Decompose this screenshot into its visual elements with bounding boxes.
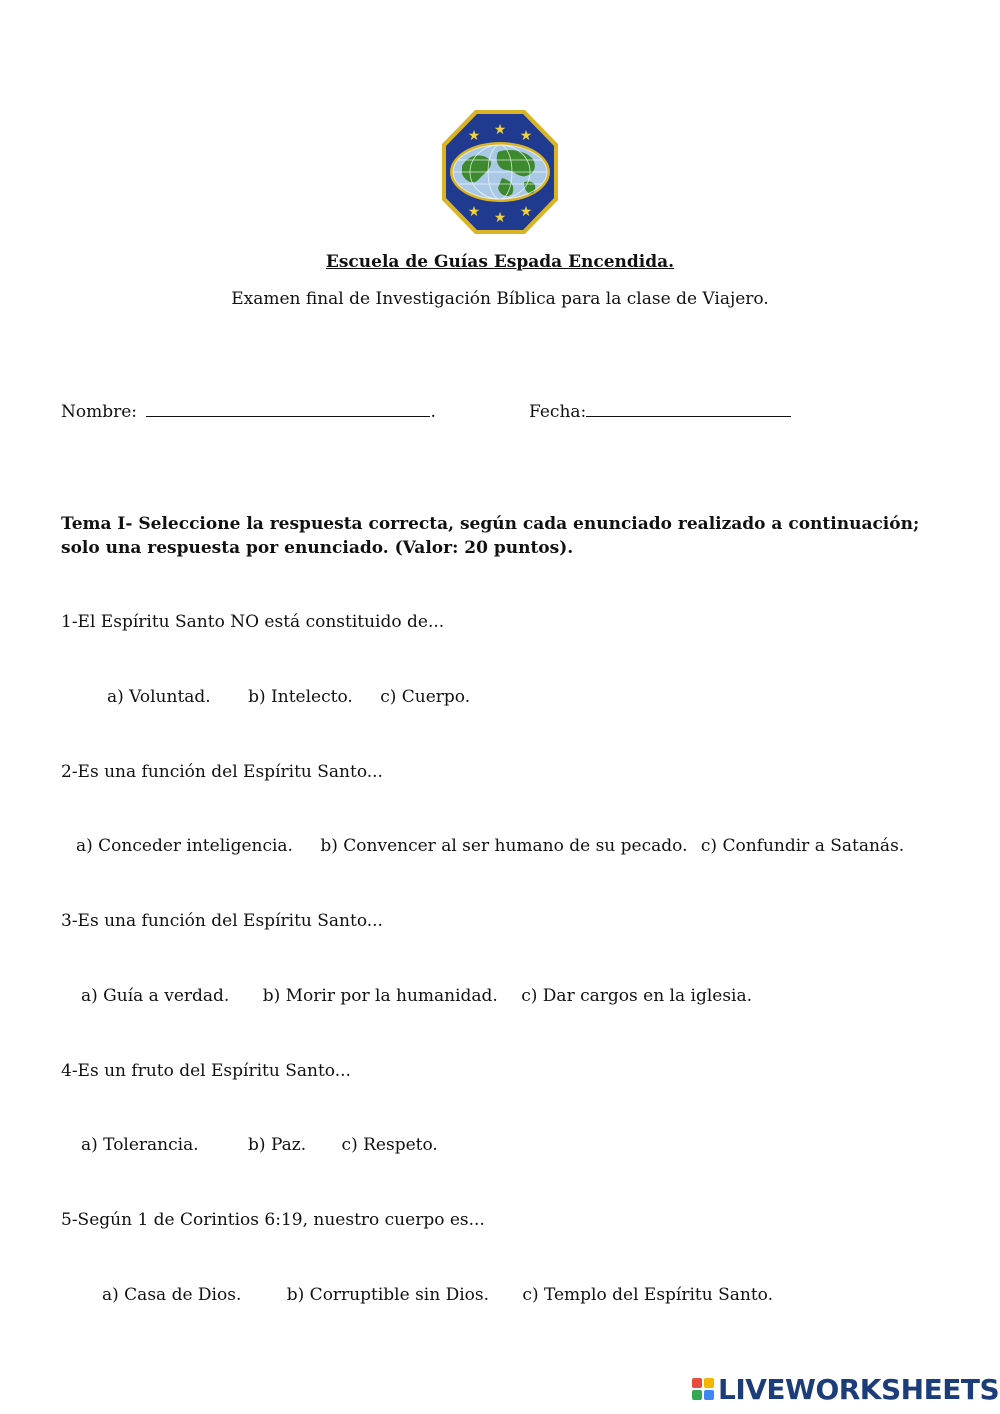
question-4-options bbox=[81, 1135, 438, 1155]
question-2-options bbox=[76, 836, 904, 856]
option-a[interactable]: a) Casa de Dios. bbox=[102, 1285, 242, 1305]
name-end-period: . bbox=[430, 402, 436, 422]
option-a[interactable]: a) Conceder inteligencia. bbox=[76, 836, 293, 856]
option-c[interactable]: c) Templo del Espíritu Santo. bbox=[522, 1285, 774, 1305]
question-1: 1-El Espíritu Santo NO está constituido de... bbox=[61, 612, 445, 632]
date-field bbox=[529, 402, 791, 422]
star-icon: ★ bbox=[467, 128, 481, 144]
brand-text: LIVEWORKSHEETS bbox=[718, 1372, 1000, 1406]
name-field bbox=[61, 402, 436, 422]
name-input-line[interactable] bbox=[146, 403, 430, 417]
option-a[interactable]: a) Tolerancia. bbox=[81, 1135, 199, 1155]
star-icon: ★ bbox=[519, 204, 533, 220]
question-4: 4-Es un fruto del Espíritu Santo... bbox=[61, 1061, 351, 1081]
exam-subtitle: Examen final de Investigación Bíblica para la clase de Viajero. bbox=[231, 289, 769, 309]
option-a[interactable]: a) Guía a verdad. bbox=[81, 986, 230, 1006]
liveworksheets-brand bbox=[692, 1374, 999, 1404]
date-label: Fecha: bbox=[529, 402, 587, 422]
option-b[interactable]: b) Paz. bbox=[248, 1135, 307, 1155]
option-c[interactable]: c) Dar cargos en la iglesia. bbox=[521, 986, 753, 1006]
star-icon: ★ bbox=[467, 204, 481, 220]
star-icon: ★ bbox=[519, 128, 533, 144]
question-3-options bbox=[81, 986, 752, 1006]
star-icon: ★ bbox=[493, 210, 507, 226]
date-input-line[interactable] bbox=[586, 403, 791, 417]
brand-logo-icon bbox=[692, 1378, 714, 1400]
option-b[interactable]: b) Intelecto. bbox=[248, 687, 353, 707]
option-c[interactable]: c) Respeto. bbox=[341, 1135, 438, 1155]
option-b[interactable]: b) Morir por la humanidad. bbox=[262, 986, 498, 1006]
school-title: Escuela de Guías Espada Encendida. bbox=[325, 252, 675, 272]
name-label: Nombre: bbox=[61, 402, 138, 422]
question-2: 2-Es una función del Espíritu Santo... bbox=[61, 762, 383, 782]
option-b[interactable]: b) Convencer al ser humano de su pecado. bbox=[320, 836, 688, 856]
question-1-options bbox=[107, 687, 470, 707]
instructions: Tema I- Seleccione la respuesta correcta, según cada enunciado realizado a continuación; solo una respuesta por enunciado. (Valor: 20 puntos). bbox=[61, 514, 920, 558]
question-3: 3-Es una función del Espíritu Santo... bbox=[61, 911, 383, 931]
question-5-options bbox=[102, 1285, 773, 1305]
option-a[interactable]: a) Voluntad. bbox=[107, 687, 211, 707]
option-c[interactable]: c) Cuerpo. bbox=[380, 687, 471, 707]
question-5: 5-Según 1 de Corintios 6:19, nuestro cuerpo es... bbox=[61, 1210, 485, 1230]
option-c[interactable]: c) Confundir a Satanás. bbox=[700, 836, 905, 856]
school-emblem-logo bbox=[440, 108, 560, 236]
star-icon: ★ bbox=[493, 122, 507, 138]
option-b[interactable]: b) Corruptible sin Dios. bbox=[286, 1285, 490, 1305]
